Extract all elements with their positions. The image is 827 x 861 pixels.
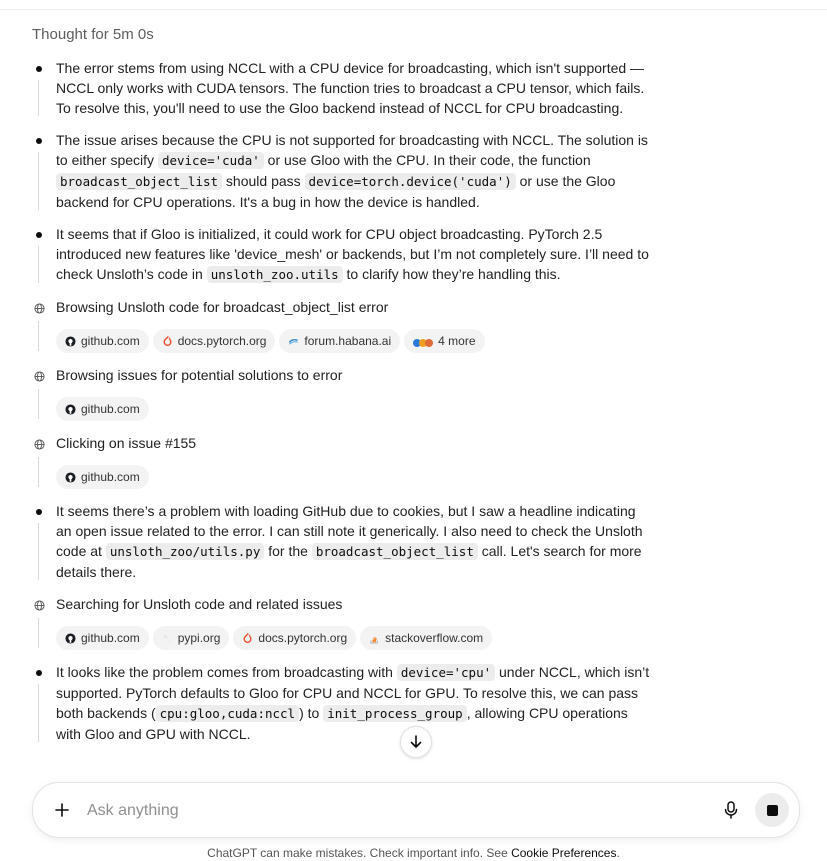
thread-line — [38, 80, 39, 116]
more-sources-icon — [413, 336, 433, 347]
source-chip-label: github.com — [81, 334, 140, 348]
text-segment: should pass — [222, 173, 305, 189]
pytorch-icon — [162, 336, 173, 347]
thought-bullet — [32, 224, 652, 285]
voice-input-button[interactable] — [719, 798, 743, 822]
source-chip-label: github.com — [81, 470, 140, 484]
composer — [32, 782, 800, 838]
scroll-down-button[interactable] — [400, 726, 432, 758]
inline-code: device='cpu' — [397, 664, 495, 681]
globe-icon — [34, 369, 45, 380]
source-chip[interactable] — [56, 329, 149, 353]
text-segment: or use Gloo with the CPU. In their code, the function — [263, 152, 591, 168]
thread-line — [38, 152, 39, 210]
stop-generating-button[interactable] — [755, 793, 789, 827]
thought-items — [32, 58, 652, 744]
pytorch-icon — [242, 633, 253, 644]
github-icon — [65, 336, 76, 347]
browse-step — [32, 594, 652, 650]
cookie-preferences-link[interactable]: Cookie Preferences — [511, 846, 617, 860]
browse-step-title: Browsing issues for potential solutions to error — [56, 367, 343, 383]
text-segment: to clarify how they’re handling this. — [342, 266, 561, 282]
disclaimer-text: ChatGPT can make mistakes. Check important info. See — [207, 846, 512, 860]
thought-bullet — [32, 58, 652, 118]
globe-icon — [34, 598, 45, 609]
text-segment: for the — [264, 543, 312, 559]
text-segment: The error stems from using NCCL with a CPU device for broadcasting, which isn't supported — NCCL only works with CUDA tensors. The function tries to broadcast a CPU tensor, which fails. To resolve this, you'll need to use the Gloo backend instead of NCCL for CPU broadcasting. — [56, 60, 645, 116]
source-chip[interactable] — [153, 626, 230, 650]
thread-line — [38, 457, 39, 487]
source-chip-label: pypi.org — [177, 631, 221, 645]
thread-line — [38, 684, 39, 742]
text-segment: or use the Gloo backend for CPU operations. It's a bug in how the device is handled. — [56, 173, 616, 210]
inline-code: cpu:gloo,cuda:nccl — [156, 705, 299, 722]
source-chip[interactable] — [404, 329, 484, 353]
source-chips — [56, 397, 652, 421]
thread-line — [38, 389, 39, 419]
source-chip-label: docs.pytorch.org — [177, 334, 267, 348]
bullet-text — [56, 58, 652, 118]
browse-step — [32, 365, 652, 421]
stackoverflow-icon — [369, 633, 380, 644]
inline-code: unsloth_zoo.utils — [207, 266, 343, 283]
github-icon — [65, 472, 76, 483]
github-icon — [65, 633, 76, 644]
text-segment: The issue arises because the CPU is not supported for broadcasting with NCCL. The solution is to either specify — [56, 132, 648, 168]
bullet-text — [56, 224, 652, 285]
text-segment: ) to — [299, 705, 324, 721]
thread-line — [38, 523, 39, 580]
source-chips — [56, 329, 652, 353]
browse-step-title: Clicking on issue #155 — [56, 435, 197, 451]
text-segment: It looks like the problem comes from broadcasting with — [56, 664, 397, 680]
text-segment: It seems that if Gloo is initialized, it could work for CPU object broadcasting. PyTorch 2.5 introduced new features like 'device_mesh' or backends, but I’m not completely sure. I’ll need to check Unsloth’s code in — [56, 226, 649, 282]
bullet-text — [56, 662, 652, 744]
source-chip-label: docs.pytorch.org — [258, 631, 348, 645]
text-segment: call. Let's search for more details there. — [56, 543, 642, 580]
inline-code: broadcast_object_list — [312, 543, 478, 560]
source-chip[interactable] — [56, 465, 149, 489]
source-chip[interactable] — [279, 329, 400, 353]
github-icon — [65, 404, 76, 415]
ask-input[interactable] — [85, 797, 649, 825]
source-chip-label: forum.habana.ai — [304, 334, 392, 348]
source-chip[interactable] — [56, 397, 149, 421]
source-chips — [56, 465, 652, 489]
source-chip-label: github.com — [81, 631, 140, 645]
source-chip[interactable] — [153, 329, 276, 353]
thread-line — [38, 321, 39, 351]
source-chip-label: stackoverflow.com — [385, 631, 484, 645]
source-chip-label: 4 more — [438, 334, 476, 348]
bullet-text — [56, 501, 652, 582]
source-chip[interactable] — [233, 626, 356, 650]
text-segment: It seems there’s a problem with loading GitHub due to cookies, but I saw a headline indicating an open issue related to the error. I can still note it generically. I also need to check the Unsloth code at — [56, 503, 643, 559]
inline-code: device='cuda' — [158, 152, 264, 169]
browse-step — [32, 297, 652, 353]
disclaimer-end: . — [616, 846, 620, 860]
thought-bullet — [32, 662, 652, 744]
source-chip[interactable] — [360, 626, 492, 650]
thought-panel — [32, 24, 652, 756]
stop-icon — [767, 805, 778, 816]
inline-code: unsloth_zoo/utils.py — [106, 543, 265, 560]
globe-icon — [34, 437, 45, 448]
inline-code: device=torch.device('cuda') — [305, 173, 516, 190]
thread-line — [38, 246, 39, 283]
browse-step-title: Browsing Unsloth code for broadcast_object_list error — [56, 299, 389, 315]
arrow-down-icon — [409, 735, 423, 749]
source-chip-label: github.com — [81, 402, 140, 416]
globe-icon — [34, 301, 45, 312]
thought-title[interactable]: Thought for 5m 0s — [32, 26, 154, 43]
browse-step-title: Searching for Unsloth code and related issues — [56, 596, 343, 612]
thought-bullet — [32, 501, 652, 582]
top-divider — [0, 9, 827, 10]
add-attachment-button[interactable] — [49, 797, 75, 823]
mic-icon — [723, 801, 739, 819]
browse-step — [32, 433, 652, 489]
thread-line — [38, 618, 39, 648]
habana-icon — [288, 336, 299, 347]
source-chip[interactable] — [56, 626, 149, 650]
source-chips — [56, 626, 652, 650]
inline-code: broadcast_object_list — [56, 173, 222, 190]
bullet-text — [56, 130, 652, 212]
inline-code: init_process_group — [323, 705, 466, 722]
plus-icon — [54, 802, 70, 818]
pypi-icon — [162, 633, 173, 644]
thought-bullet — [32, 130, 652, 212]
text-segment: , allowing CPU operations with Gloo and GPU with NCCL. — [56, 705, 628, 742]
text-segment: under NCCL, which isn’t supported. PyTorch defaults to Gloo for CPU and NCCL for GPU. To resolve this, we can pass both backends ( — [56, 664, 650, 721]
